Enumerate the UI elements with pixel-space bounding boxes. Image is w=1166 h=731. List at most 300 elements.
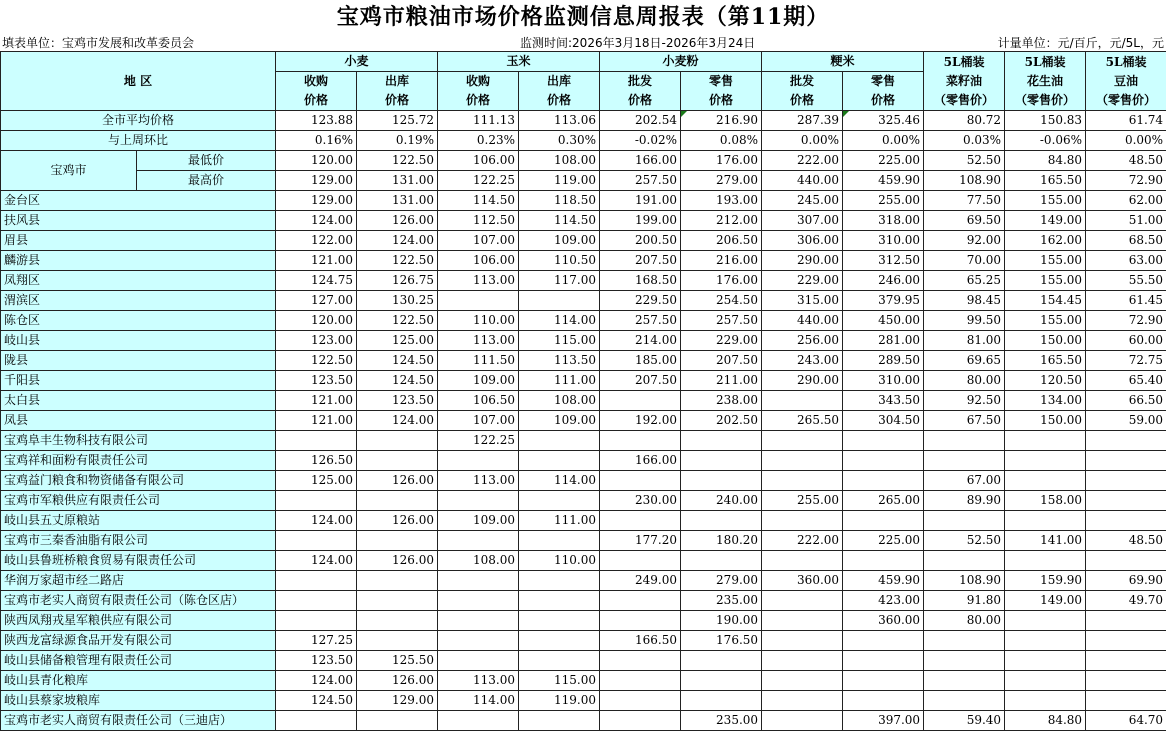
table-row xyxy=(1,651,1166,671)
value-cell: 114.00 xyxy=(438,691,519,711)
value-cell: 112.50 xyxy=(438,211,519,231)
value-cell xyxy=(843,671,924,691)
value-cell xyxy=(1005,611,1086,631)
region-name: 陈仓区 xyxy=(1,311,276,331)
value-cell xyxy=(1086,471,1166,491)
row-label: 最高价 xyxy=(137,171,276,191)
table-row xyxy=(1,311,1166,331)
value-cell: 72.90 xyxy=(1086,311,1166,331)
region-name: 宝鸡阜丰生物科技有限公司 xyxy=(1,431,276,451)
value-cell: 117.00 xyxy=(519,271,600,291)
region-name: 岐山县青化粮库 xyxy=(1,671,276,691)
value-cell: 191.00 xyxy=(600,191,681,211)
value-cell: 52.50 xyxy=(924,151,1005,171)
value-cell: 343.50 xyxy=(843,391,924,411)
value-cell: 70.00 xyxy=(924,251,1005,271)
value-cell xyxy=(1005,551,1086,571)
value-cell: 459.90 xyxy=(843,571,924,591)
value-cell: 379.95 xyxy=(843,291,924,311)
value-cell xyxy=(1005,511,1086,531)
value-cell xyxy=(762,511,843,531)
value-cell: 360.00 xyxy=(762,571,843,591)
value-cell: 150.83 xyxy=(1005,111,1086,131)
region-name: 扶风县 xyxy=(1,211,276,231)
value-cell: 123.50 xyxy=(276,651,357,671)
value-cell: 200.50 xyxy=(600,231,681,251)
value-cell xyxy=(1005,431,1086,451)
value-cell: 0.03% xyxy=(924,131,1005,151)
value-cell: 440.00 xyxy=(762,171,843,191)
value-cell: 207.50 xyxy=(681,351,762,371)
value-cell xyxy=(438,531,519,551)
value-cell xyxy=(519,531,600,551)
value-cell: 89.90 xyxy=(924,491,1005,511)
value-cell: 111.00 xyxy=(519,511,600,531)
value-cell: 126.75 xyxy=(357,271,438,291)
value-cell: 124.00 xyxy=(276,511,357,531)
value-cell: 106.50 xyxy=(438,391,519,411)
value-cell xyxy=(519,571,600,591)
value-cell xyxy=(843,691,924,711)
value-cell xyxy=(519,491,600,511)
value-cell: 222.00 xyxy=(762,151,843,171)
value-cell xyxy=(924,691,1005,711)
table-body xyxy=(1,111,1166,731)
row-label: 与上周环比 xyxy=(1,131,276,151)
value-cell xyxy=(681,651,762,671)
value-cell xyxy=(843,471,924,491)
value-cell xyxy=(438,631,519,651)
value-cell xyxy=(600,591,681,611)
value-cell xyxy=(519,291,600,311)
value-cell xyxy=(843,551,924,571)
price-table xyxy=(0,51,1166,731)
header-corn: 玉米 xyxy=(438,52,600,72)
table-row xyxy=(1,271,1166,291)
value-cell: 255.00 xyxy=(762,491,843,511)
value-cell: 287.39 xyxy=(762,111,843,131)
value-cell: 123.88 xyxy=(276,111,357,131)
value-cell: 124.00 xyxy=(276,211,357,231)
value-cell: 48.50 xyxy=(1086,531,1166,551)
value-cell xyxy=(357,451,438,471)
value-cell: 84.80 xyxy=(1005,151,1086,171)
value-cell: 459.90 xyxy=(843,171,924,191)
table-row xyxy=(1,291,1166,311)
value-cell: 149.00 xyxy=(1005,211,1086,231)
value-cell: 0.16% xyxy=(276,131,357,151)
table-row xyxy=(1,391,1166,411)
value-cell xyxy=(924,651,1005,671)
value-cell xyxy=(519,611,600,631)
value-cell xyxy=(1086,491,1166,511)
region-name: 陇县 xyxy=(1,351,276,371)
value-cell: 127.25 xyxy=(276,631,357,651)
value-cell: 124.00 xyxy=(357,411,438,431)
value-cell xyxy=(1005,691,1086,711)
value-cell: 113.06 xyxy=(519,111,600,131)
value-cell: 109.00 xyxy=(438,371,519,391)
header-rapeseed-oil: 5L桶装 菜籽油 （零售价） xyxy=(924,52,1005,111)
value-cell: 125.00 xyxy=(276,471,357,491)
value-cell: 229.00 xyxy=(762,271,843,291)
value-cell: 51.00 xyxy=(1086,211,1166,231)
value-cell xyxy=(1005,651,1086,671)
value-cell: 216.00 xyxy=(681,251,762,271)
value-cell xyxy=(843,431,924,451)
value-cell xyxy=(357,631,438,651)
value-cell: 122.25 xyxy=(438,431,519,451)
table-row xyxy=(1,691,1166,711)
value-cell: 111.00 xyxy=(519,371,600,391)
table-row xyxy=(1,511,1166,531)
value-cell: 122.50 xyxy=(357,311,438,331)
value-cell: 120.00 xyxy=(276,311,357,331)
value-cell xyxy=(681,471,762,491)
value-cell: 110.00 xyxy=(438,311,519,331)
region-name: 岐山县五丈原粮站 xyxy=(1,511,276,531)
value-cell: 111.13 xyxy=(438,111,519,131)
value-cell: 307.00 xyxy=(762,211,843,231)
value-cell: 125.50 xyxy=(357,651,438,671)
value-cell: 155.00 xyxy=(1005,191,1086,211)
value-cell: 192.00 xyxy=(600,411,681,431)
value-cell: 207.50 xyxy=(600,371,681,391)
value-cell: 120.00 xyxy=(276,151,357,171)
value-cell: 397.00 xyxy=(843,711,924,731)
value-cell: 150.00 xyxy=(1005,331,1086,351)
value-cell xyxy=(843,511,924,531)
table-row xyxy=(1,431,1166,451)
value-cell: 281.00 xyxy=(843,331,924,351)
value-cell: 238.00 xyxy=(681,391,762,411)
value-cell xyxy=(1086,451,1166,471)
value-cell: 63.00 xyxy=(1086,251,1166,271)
value-cell: 122.25 xyxy=(438,171,519,191)
value-cell: 120.50 xyxy=(1005,371,1086,391)
value-cell xyxy=(681,511,762,531)
value-cell: 360.00 xyxy=(843,611,924,631)
value-cell: 207.50 xyxy=(600,251,681,271)
value-cell: 0.00% xyxy=(843,131,924,151)
value-cell: 60.00 xyxy=(1086,331,1166,351)
value-cell: 149.00 xyxy=(1005,591,1086,611)
subheader-cell: 出库 价格 xyxy=(519,72,600,111)
table-row xyxy=(1,371,1166,391)
value-cell: 0.30% xyxy=(519,131,600,151)
table-row xyxy=(1,331,1166,351)
region-name: 陕西凤翔戎星军粮供应有限公司 xyxy=(1,611,276,631)
value-cell xyxy=(762,631,843,651)
region-name: 陕西龙富绿源食品开发有限公司 xyxy=(1,631,276,651)
value-cell xyxy=(438,291,519,311)
subheader-cell: 收购 价格 xyxy=(438,72,519,111)
value-cell: 202.50 xyxy=(681,411,762,431)
value-cell: 108.90 xyxy=(924,571,1005,591)
value-cell: 225.00 xyxy=(843,531,924,551)
value-cell: 310.00 xyxy=(843,371,924,391)
value-cell xyxy=(600,551,681,571)
value-cell: 108.00 xyxy=(519,151,600,171)
value-cell: 124.00 xyxy=(276,671,357,691)
value-cell: 180.20 xyxy=(681,531,762,551)
value-cell xyxy=(357,431,438,451)
value-cell: 130.25 xyxy=(357,291,438,311)
value-cell: 193.00 xyxy=(681,191,762,211)
value-cell xyxy=(681,451,762,471)
value-cell: 113.00 xyxy=(438,471,519,491)
value-cell: 115.00 xyxy=(519,331,600,351)
value-cell: 99.50 xyxy=(924,311,1005,331)
region-name: 岐山县 xyxy=(1,331,276,351)
value-cell: 59.40 xyxy=(924,711,1005,731)
value-cell xyxy=(1005,671,1086,691)
value-cell: 126.00 xyxy=(357,671,438,691)
value-cell xyxy=(1005,471,1086,491)
value-cell: 243.00 xyxy=(762,351,843,371)
value-cell: 124.50 xyxy=(276,691,357,711)
value-cell: 69.65 xyxy=(924,351,1005,371)
value-cell xyxy=(762,671,843,691)
value-cell: 176.00 xyxy=(681,151,762,171)
value-cell: 106.00 xyxy=(438,251,519,271)
value-cell: 257.50 xyxy=(600,311,681,331)
value-cell: 249.00 xyxy=(600,571,681,591)
value-cell xyxy=(600,511,681,531)
value-cell xyxy=(681,551,762,571)
value-cell xyxy=(438,571,519,591)
value-cell: 110.50 xyxy=(519,251,600,271)
region-name: 千阳县 xyxy=(1,371,276,391)
row-min-price xyxy=(1,151,1166,171)
value-cell: 289.50 xyxy=(843,351,924,371)
value-cell xyxy=(600,651,681,671)
value-cell: 72.75 xyxy=(1086,351,1166,371)
row-city-average xyxy=(1,111,1166,131)
value-cell: 127.00 xyxy=(276,291,357,311)
value-cell xyxy=(438,451,519,471)
value-cell: 69.50 xyxy=(924,211,1005,231)
value-cell: 80.00 xyxy=(924,611,1005,631)
value-cell: 49.70 xyxy=(1086,591,1166,611)
region-name: 宝鸡市军粮供应有限责任公司 xyxy=(1,491,276,511)
region-name: 岐山县蔡家坡粮库 xyxy=(1,691,276,711)
value-cell: 65.25 xyxy=(924,271,1005,291)
value-cell: 134.00 xyxy=(1005,391,1086,411)
value-cell: 246.00 xyxy=(843,271,924,291)
value-cell: 230.00 xyxy=(600,491,681,511)
value-cell: 109.00 xyxy=(438,511,519,531)
value-cell xyxy=(1086,551,1166,571)
value-cell xyxy=(924,671,1005,691)
value-cell xyxy=(762,611,843,631)
value-cell: 121.00 xyxy=(276,251,357,271)
value-cell: 168.50 xyxy=(600,271,681,291)
value-cell: 211.00 xyxy=(681,371,762,391)
region-name: 眉县 xyxy=(1,231,276,251)
value-cell xyxy=(1086,611,1166,631)
value-cell: 122.00 xyxy=(276,231,357,251)
row-max-price xyxy=(1,171,1166,191)
value-cell: 80.00 xyxy=(924,371,1005,391)
value-cell: 126.00 xyxy=(357,471,438,491)
value-cell: 190.00 xyxy=(681,611,762,631)
table-row xyxy=(1,231,1166,251)
value-cell: 229.00 xyxy=(681,331,762,351)
value-cell: 124.50 xyxy=(357,371,438,391)
value-cell: -0.06% xyxy=(1005,131,1086,151)
value-cell xyxy=(600,611,681,631)
value-cell: 202.54 xyxy=(600,111,681,131)
value-cell: 131.00 xyxy=(357,171,438,191)
region-name: 麟游县 xyxy=(1,251,276,271)
value-cell: 106.00 xyxy=(438,151,519,171)
value-cell: 165.50 xyxy=(1005,171,1086,191)
value-cell: 124.50 xyxy=(357,351,438,371)
value-cell xyxy=(681,431,762,451)
region-name: 岐山县储备粮管理有限责任公司 xyxy=(1,651,276,671)
value-cell xyxy=(276,531,357,551)
value-cell: 265.50 xyxy=(762,411,843,431)
value-cell: 122.50 xyxy=(357,251,438,271)
table-row xyxy=(1,611,1166,631)
value-cell: 290.00 xyxy=(762,371,843,391)
value-cell: 108.00 xyxy=(519,391,600,411)
table-row xyxy=(1,491,1166,511)
value-cell: 290.00 xyxy=(762,251,843,271)
row-label: 全市平均价格 xyxy=(1,111,276,131)
value-cell: 129.00 xyxy=(276,171,357,191)
value-cell xyxy=(1086,651,1166,671)
value-cell: -0.02% xyxy=(600,131,681,151)
value-cell: 199.00 xyxy=(600,211,681,231)
value-cell: 229.50 xyxy=(600,291,681,311)
value-cell xyxy=(357,591,438,611)
value-cell: 155.00 xyxy=(1005,311,1086,331)
subheader-cell: 批发 价格 xyxy=(762,72,843,111)
value-cell: 107.00 xyxy=(438,231,519,251)
value-cell xyxy=(519,631,600,651)
value-cell: 114.00 xyxy=(519,471,600,491)
monitor-time: 监测时间:2026年3月18日-2026年3月24日 xyxy=(520,35,755,51)
value-cell xyxy=(438,611,519,631)
value-cell xyxy=(1086,691,1166,711)
region-name: 华润万家超市经二路店 xyxy=(1,571,276,591)
value-cell: 177.20 xyxy=(600,531,681,551)
region-name: 凤翔区 xyxy=(1,271,276,291)
value-cell: 166.00 xyxy=(600,451,681,471)
value-cell: 212.00 xyxy=(681,211,762,231)
measure-unit: 计量单位：元/百斤，元/5L，元 xyxy=(998,35,1164,51)
region-name: 宝鸡益门粮食和物资储备有限公司 xyxy=(1,471,276,491)
value-cell: 0.19% xyxy=(357,131,438,151)
header-soy-oil: 5L桶装 豆油 （零售价） xyxy=(1086,52,1166,111)
value-cell: 265.00 xyxy=(843,491,924,511)
value-cell xyxy=(924,451,1005,471)
value-cell: 125.72 xyxy=(357,111,438,131)
value-cell: 126.00 xyxy=(357,211,438,231)
region-name: 金台区 xyxy=(1,191,276,211)
value-cell: 119.00 xyxy=(519,691,600,711)
value-cell xyxy=(357,571,438,591)
value-cell xyxy=(843,451,924,471)
value-cell xyxy=(600,391,681,411)
value-cell xyxy=(600,711,681,731)
value-cell: 124.75 xyxy=(276,271,357,291)
value-cell: 64.70 xyxy=(1086,711,1166,731)
value-cell: 121.00 xyxy=(276,411,357,431)
value-cell: 165.50 xyxy=(1005,351,1086,371)
value-cell: 129.00 xyxy=(357,691,438,711)
value-cell xyxy=(924,551,1005,571)
value-cell: 450.00 xyxy=(843,311,924,331)
value-cell: 108.90 xyxy=(924,171,1005,191)
value-cell xyxy=(276,591,357,611)
value-cell: 257.50 xyxy=(681,311,762,331)
value-cell xyxy=(1086,671,1166,691)
value-cell: 68.50 xyxy=(1086,231,1166,251)
value-cell: 125.00 xyxy=(357,331,438,351)
value-cell: 0.08% xyxy=(681,131,762,151)
value-cell: 306.00 xyxy=(762,231,843,251)
value-cell: 222.00 xyxy=(762,531,843,551)
header-rice: 粳米 xyxy=(762,52,924,72)
row-label: 最低价 xyxy=(137,151,276,171)
value-cell: 254.50 xyxy=(681,291,762,311)
value-cell: 279.00 xyxy=(681,171,762,191)
value-cell: 119.00 xyxy=(519,171,600,191)
value-cell xyxy=(843,651,924,671)
value-cell xyxy=(681,671,762,691)
value-cell: 84.80 xyxy=(1005,711,1086,731)
table-row xyxy=(1,351,1166,371)
table-row xyxy=(1,711,1166,731)
value-cell: 109.00 xyxy=(519,411,600,431)
value-cell: 114.50 xyxy=(519,211,600,231)
value-cell: 65.40 xyxy=(1086,371,1166,391)
value-cell: 92.00 xyxy=(924,231,1005,251)
value-cell xyxy=(600,691,681,711)
value-cell: 129.00 xyxy=(276,191,357,211)
value-cell xyxy=(762,651,843,671)
value-cell: 214.00 xyxy=(600,331,681,351)
row-week-change xyxy=(1,131,1166,151)
value-cell: 114.00 xyxy=(519,311,600,331)
value-cell xyxy=(843,631,924,651)
value-cell xyxy=(1005,631,1086,651)
value-cell xyxy=(762,471,843,491)
value-cell xyxy=(762,691,843,711)
value-cell: 113.50 xyxy=(519,351,600,371)
value-cell: 155.00 xyxy=(1005,251,1086,271)
value-cell: 279.00 xyxy=(681,571,762,591)
subheader-cell: 零售 价格 xyxy=(681,72,762,111)
value-cell: 80.72 xyxy=(924,111,1005,131)
value-cell: 315.00 xyxy=(762,291,843,311)
table-row xyxy=(1,571,1166,591)
value-cell: 77.50 xyxy=(924,191,1005,211)
value-cell: 126.00 xyxy=(357,511,438,531)
value-cell xyxy=(924,631,1005,651)
value-cell: 158.00 xyxy=(1005,491,1086,511)
value-cell xyxy=(357,711,438,731)
value-cell: 166.00 xyxy=(600,151,681,171)
value-cell xyxy=(276,711,357,731)
value-cell: 162.00 xyxy=(1005,231,1086,251)
table-row xyxy=(1,191,1166,211)
table-row xyxy=(1,411,1166,431)
value-cell: 113.00 xyxy=(438,271,519,291)
